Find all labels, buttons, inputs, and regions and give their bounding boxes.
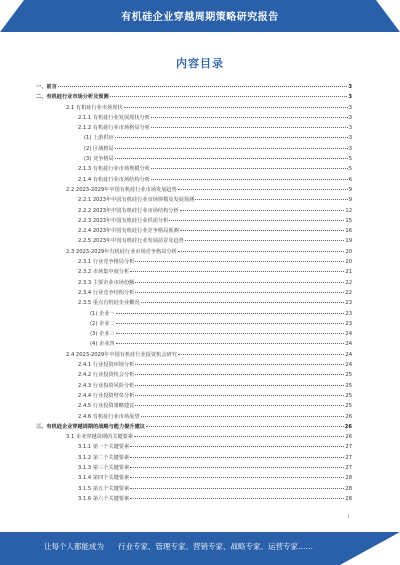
- toc-entry[interactable]: [36, 339, 352, 349]
- toc-leader-dots: [178, 354, 345, 355]
- toc-entry[interactable]: [36, 82, 352, 92]
- toc-entry-page: 21: [345, 269, 352, 276]
- toc-leader-dots: [130, 477, 344, 478]
- toc-entry[interactable]: [36, 185, 352, 195]
- toc-entry-page: 12: [345, 207, 352, 214]
- toc-entry-title: (1) 企业一: [90, 310, 115, 317]
- toc-entry-title: 2.2 2023-2029年中国有机硅行业市场发展趋势: [66, 186, 177, 193]
- toc-leader-dots: [135, 282, 344, 283]
- toc-leader-dots: [185, 240, 345, 241]
- toc-entry-page: 23: [345, 300, 352, 307]
- toc-leader-dots: [135, 261, 344, 262]
- toc-entry-page: 28: [345, 475, 352, 482]
- toc-entry[interactable]: [36, 350, 352, 360]
- toc-leader-dots: [116, 343, 345, 344]
- toc-entry-title: 2.1 有机硅行业市场现状: [66, 104, 123, 111]
- footer-accent: [340, 532, 400, 565]
- toc-entry-page: 3: [348, 114, 352, 121]
- toc-leader-dots: [124, 107, 348, 108]
- report-title: 有机硅企业穿越周期策略研究报告: [121, 12, 279, 23]
- toc-entry-page: 3: [348, 145, 352, 152]
- toc-entry-title: (3) 竞争格局: [84, 156, 114, 163]
- toc-entry[interactable]: [36, 144, 352, 154]
- toc-leader-dots: [58, 86, 348, 87]
- toc-leader-dots: [130, 467, 344, 468]
- toc-leader-dots: [116, 313, 345, 314]
- toc-entry[interactable]: [36, 288, 352, 298]
- toc-entry-title: (1) 上游供应: [84, 135, 114, 142]
- toc-entry-title: 2.1.3 有机硅行业市场规模分析: [78, 166, 150, 173]
- toc-leader-dots: [115, 137, 348, 138]
- toc-leader-dots: [116, 323, 345, 324]
- toc-entry-title: (4) 企业四: [90, 341, 115, 348]
- toc-entry[interactable]: [36, 319, 352, 329]
- toc-entry[interactable]: [36, 216, 352, 226]
- toc-entry-title: 2.4.2 行业投资机会分析: [78, 372, 135, 379]
- toc-entry[interactable]: [36, 432, 352, 442]
- toc-entry-title: 2.4.1 行业投资环境分析: [78, 362, 135, 369]
- toc-leader-dots: [135, 385, 344, 386]
- toc-entry-title: 3.1.2 第二个关键要素: [78, 454, 130, 461]
- toc-leader-dots: [115, 158, 348, 159]
- toc-entry[interactable]: [36, 360, 352, 370]
- toc-leader-dots: [151, 117, 348, 118]
- toc-entry[interactable]: [36, 103, 352, 113]
- toc-leader-dots: [130, 446, 344, 447]
- toc-entry-title: 2.2.1 2023年中国有机硅行业市场规模及发展预测: [78, 197, 195, 204]
- toc-entry[interactable]: [36, 267, 352, 277]
- toc-leader-dots: [135, 364, 344, 365]
- toc-entry-page: 20: [345, 248, 352, 255]
- toc-entry[interactable]: [36, 442, 352, 452]
- toc-leader-dots: [178, 189, 348, 190]
- toc-leader-dots: [130, 498, 344, 499]
- toc-leader-dots: [178, 251, 345, 252]
- toc-leader-dots: [141, 302, 345, 303]
- toc-entry-title: 2.2.3 2023年中国有机硅行业供需分析: [78, 217, 169, 224]
- toc-entry[interactable]: [36, 154, 352, 164]
- toc-entry-title: 2.2.4 2023年中国有机硅行业竞争格局预测: [78, 228, 179, 235]
- toc-entry-page: 9: [348, 186, 352, 193]
- toc-entry-page: 23: [345, 310, 352, 317]
- toc-entry-page: 3: [348, 125, 352, 132]
- page-number: 1: [347, 514, 350, 519]
- toc-entry-title: 2.3.4 行业竞争结构分析: [78, 289, 135, 296]
- toc-entry-title: 3.1 企业穿越周期的关键要素: [66, 434, 133, 441]
- toc-entry-page: 24: [345, 341, 352, 348]
- toc-entry-title: (2) 企业二: [90, 320, 115, 327]
- toc-entry[interactable]: [36, 401, 352, 411]
- toc-leader-dots: [195, 199, 347, 200]
- toc-entry-title: 3.1.1 第一个关键要素: [78, 444, 130, 451]
- table-of-contents: [36, 82, 352, 504]
- toc-entry-page: 20: [345, 259, 352, 266]
- report-header: [0, 0, 400, 32]
- toc-entry-page: 24: [345, 362, 352, 369]
- toc-entry[interactable]: [36, 381, 352, 391]
- toc-leader-dots: [146, 426, 344, 427]
- toc-entry[interactable]: [36, 309, 352, 319]
- toc-entry[interactable]: [36, 195, 352, 205]
- toc-entry-page: 25: [345, 382, 352, 389]
- toc-entry-page: 25: [345, 392, 352, 399]
- toc-entry-title: 2.3 2023-2029年有机硅行业市场竞争格局分析: [66, 248, 177, 255]
- toc-entry[interactable]: [36, 123, 352, 133]
- toc-leader-dots: [151, 127, 348, 128]
- toc-leader-dots: [151, 179, 348, 180]
- toc-entry-title: 3.1.5 第五个关键要素: [78, 485, 130, 492]
- toc-entry[interactable]: [36, 236, 352, 246]
- toc-entry[interactable]: [36, 226, 352, 236]
- toc-entry-page: 22: [345, 279, 352, 286]
- toc-entry-title: 2.4 2023-2029年中国有机硅行业投资机会研究: [66, 351, 177, 358]
- toc-entry-title: 3.1.4 第四个关键要素: [78, 475, 130, 482]
- toc-entry[interactable]: [36, 329, 352, 339]
- toc-entry[interactable]: [36, 278, 352, 288]
- toc-entry-title: (2) 区域格局: [84, 145, 114, 152]
- toc-leader-dots: [135, 395, 344, 396]
- toc-leader-dots: [135, 292, 344, 293]
- toc-leader-dots: [180, 210, 345, 211]
- toc-entry-page: 22: [345, 289, 352, 296]
- toc-entry[interactable]: [36, 494, 352, 504]
- toc-entry-page: 16: [345, 228, 352, 235]
- toc-entry-title: 2.3.3 主要企业市场份额: [78, 279, 135, 286]
- toc-entry[interactable]: [36, 484, 352, 494]
- toc-entry-title: 2.3.2 市场集中度分析: [78, 269, 130, 276]
- toc-leader-dots: [134, 436, 344, 437]
- toc-entry-page: 25: [345, 372, 352, 379]
- toc-entry-page: 5: [348, 166, 352, 173]
- toc-entry-page: 25: [345, 403, 352, 410]
- footer-slogan-right: 行业专家、管理专家、营销专家、战略专家、运营专家……: [118, 542, 313, 551]
- toc-entry-page: 3: [348, 84, 352, 90]
- toc-entry-title: 2.2.5 2023年中国有机硅行业发展前景及趋势: [78, 238, 184, 245]
- toc-entry-page: 28: [345, 495, 352, 502]
- toc-entry-page: 23: [345, 320, 352, 327]
- toc-entry-page: 27: [345, 444, 352, 451]
- toc-entry-page: 3: [348, 104, 352, 111]
- toc-entry-page: 9: [348, 197, 352, 204]
- toc-entry-page: 3: [348, 135, 352, 142]
- toc-leader-dots: [110, 96, 348, 97]
- toc-leader-dots: [180, 230, 345, 231]
- toc-entry[interactable]: [36, 370, 352, 380]
- toc-entry-page: 26: [344, 423, 352, 430]
- toc-entry-page: 19: [345, 238, 352, 245]
- toc-leader-dots: [116, 333, 345, 334]
- toc-entry-page: 28: [345, 485, 352, 492]
- toc-entry[interactable]: [36, 175, 352, 185]
- toc-entry-title: 3.1.3 第三个关键要素: [78, 464, 130, 471]
- toc-entry[interactable]: [36, 206, 352, 216]
- toc-leader-dots: [130, 488, 344, 489]
- toc-entry-page: 24: [345, 331, 352, 338]
- toc-entry-title: 2.1.4 有机硅行业市场结构分析: [78, 176, 150, 183]
- toc-entry-title: 2.3.5 重点有机硅企业概况: [78, 300, 140, 307]
- toc-entry-page: 26: [345, 434, 352, 441]
- toc-entry-page: 27: [345, 454, 352, 461]
- toc-entry-page: 15: [345, 217, 352, 224]
- toc-leader-dots: [151, 168, 348, 169]
- toc-entry[interactable]: [36, 422, 352, 432]
- toc-entry[interactable]: [36, 412, 352, 422]
- toc-leader-dots: [130, 271, 344, 272]
- toc-entry[interactable]: [36, 92, 352, 102]
- toc-entry[interactable]: [36, 463, 352, 473]
- toc-entry-title: 一、前言: [36, 84, 57, 90]
- footer-slogan-left: 让每个人都能成为: [44, 542, 104, 551]
- toc-leader-dots: [130, 457, 344, 458]
- toc-leader-dots: [169, 220, 344, 221]
- toc-entry[interactable]: [36, 298, 352, 308]
- toc-entry-title: 2.4.5 行业投资策略建议: [78, 403, 135, 410]
- toc-entry-title: 三、有机硅企业穿越周期的战略与能力提升建议: [36, 423, 145, 430]
- toc-entry-page: 27: [345, 464, 352, 471]
- toc-entry-title: 2.3.1 行业竞争格局分析: [78, 259, 135, 266]
- toc-entry[interactable]: [36, 164, 352, 174]
- toc-entry-page: 24: [345, 351, 352, 358]
- toc-entry-title: 2.1.1 有机硅行业发展现状分析: [78, 114, 150, 121]
- toc-entry-title: (3) 企业三: [90, 331, 115, 338]
- toc-entry-title: 2.1.2 有机硅行业市场格局分析: [78, 125, 150, 132]
- toc-entry-title: 二、有机硅行业市场分析及预测: [36, 94, 109, 101]
- toc-entry[interactable]: [36, 247, 352, 257]
- toc-entry-page: 26: [345, 413, 352, 420]
- toc-entry-page: 6: [348, 176, 352, 183]
- toc-entry[interactable]: [36, 473, 352, 483]
- toc-entry[interactable]: [36, 257, 352, 267]
- toc-heading: 内容目录: [176, 57, 224, 70]
- toc-entry-title: 2.4.3 行业投资风险分析: [78, 382, 135, 389]
- toc-entry-page: 3: [348, 94, 352, 101]
- toc-entry[interactable]: [36, 453, 352, 463]
- toc-entry-title: 2.4.4 行业投资壁垒分析: [78, 392, 135, 399]
- toc-entry-title: 2.4.6 有机硅行业市场展望: [78, 413, 140, 420]
- toc-entry-title: 3.1.6 第六个关键要素: [78, 495, 130, 502]
- toc-leader-dots: [115, 148, 348, 149]
- toc-entry[interactable]: [36, 113, 352, 123]
- toc-entry-title: 2.2.2 2023年中国有机硅行业市场结构分析: [78, 207, 179, 214]
- toc-entry[interactable]: [36, 133, 352, 143]
- toc-entry-page: 5: [348, 156, 352, 163]
- toc-leader-dots: [135, 405, 344, 406]
- toc-entry[interactable]: [36, 391, 352, 401]
- toc-leader-dots: [135, 374, 344, 375]
- toc-leader-dots: [141, 416, 345, 417]
